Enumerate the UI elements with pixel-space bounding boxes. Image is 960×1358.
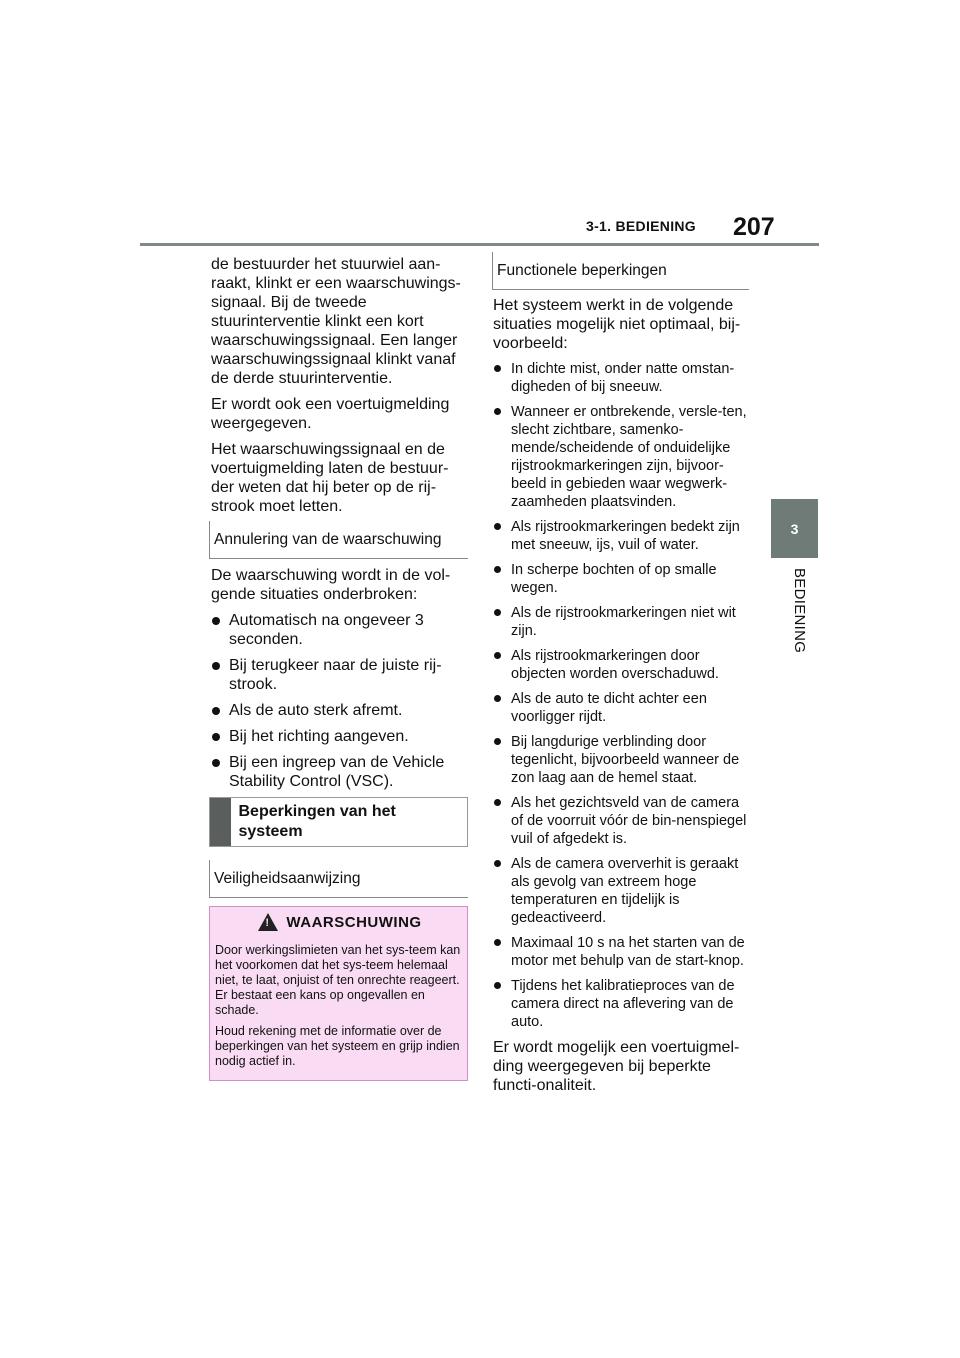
paragraph: Er wordt mogelijk een voertuigmel-ding weergegeven bij beperkte functi-onaliteit. bbox=[493, 1039, 740, 1094]
subheading-text: Veiligheidsaanwijzing bbox=[209, 860, 468, 898]
list-item: Bij het richting aangeven. bbox=[211, 727, 469, 746]
list-item: Als de camera oververhit is geraakt als gevolg van extreem hoge temperaturen en tijdelijk is gedeactiveerd. bbox=[493, 855, 749, 927]
warning-icon bbox=[258, 913, 278, 931]
left-column bbox=[211, 255, 469, 523]
warning-title bbox=[230, 913, 450, 931]
section-title: 3-1. BEDIENING bbox=[586, 218, 696, 234]
paragraph: Er wordt ook een voertuigmelding weergegeven. bbox=[211, 396, 450, 432]
chapter-tab-label: BEDIENING bbox=[791, 568, 808, 654]
list-item: Als de auto te dicht achter een voorligger rijdt. bbox=[493, 690, 749, 726]
list-item: Bij langdurige verblinding door tegenlicht, bijvoorbeeld wanneer de zon laag aan de hemel staat. bbox=[493, 733, 749, 787]
subheading-text: Annulering van de waarschuwing bbox=[209, 521, 468, 559]
box-heading-text: Beperkingen van het systeem bbox=[238, 803, 396, 840]
paragraph: Het systeem werkt in de volgende situaties mogelijk niet optimaal, bij-voorbeeld: bbox=[493, 297, 741, 352]
list-item: Tijdens het kalibratieproces van de camera direct na aflevering van de auto. bbox=[493, 977, 749, 1031]
list-item: Als de auto sterk afremt. bbox=[211, 701, 469, 720]
right-column bbox=[493, 296, 749, 1102]
warning-box bbox=[209, 906, 468, 1081]
subheading-text: Functionele beperkingen bbox=[492, 252, 749, 290]
paragraph: De waarschuwing wordt in de vol-gende situaties onderbroken: bbox=[211, 567, 451, 603]
list-item: Bij een ingreep van de Vehicle Stability Control (VSC). bbox=[211, 753, 469, 791]
list-item: Automatisch na ongeveer 3 seconden. bbox=[211, 611, 469, 649]
subheading-safety bbox=[209, 860, 468, 898]
heading-bar bbox=[210, 798, 231, 846]
list-item: Bij terugkeer naar de juiste rij-strook. bbox=[211, 656, 469, 694]
paragraph: de bestuurder het stuurwiel aan-raakt, klinkt er een waarschuwings-signaal. Bij de tweede stuurinterventie klinkt een kort waarschuwingssignaal. Een langer waarschuwingssignaal klinkt vanaf de derde stuurinterventie. bbox=[211, 256, 461, 387]
subheading-functional bbox=[492, 252, 749, 290]
list-item: Als rijstrookmarkeringen door objecten worden overschaduwd. bbox=[493, 647, 749, 683]
list-item: Als rijstrookmarkeringen bedekt zijn met sneeuw, ijs, vuil of water. bbox=[493, 518, 749, 554]
cancel-section bbox=[211, 566, 469, 798]
list-item: Als de rijstrookmarkeringen niet wit zijn. bbox=[493, 604, 749, 640]
cancel-list bbox=[211, 611, 469, 791]
limitations-list bbox=[493, 360, 749, 1031]
list-item: Maximaal 10 s na het starten van de motor met behulp van de start-knop. bbox=[493, 934, 749, 970]
list-item: Als het gezichtsveld van de camera of de voorruit vóór de bin-nenspiegel vuil of afgedekt is. bbox=[493, 794, 749, 848]
list-item: In scherpe bochten of op smalle wegen. bbox=[493, 561, 749, 597]
header-divider bbox=[140, 243, 819, 246]
warning-body bbox=[215, 943, 465, 1075]
warning-paragraph: Houd rekening met de informatie over de beperkingen van het systeem en grijp indien nodig actief in. bbox=[215, 1024, 460, 1068]
list-item: In dichte mist, onder natte omstan-digheden of bij sneeuw. bbox=[493, 360, 749, 396]
page-number: 207 bbox=[733, 213, 775, 241]
warning-title-text: WAARSCHUWING bbox=[286, 913, 422, 931]
paragraph: Het waarschuwingssignaal en de voertuigmelding laten de bestuur-der weten dat hij beter op de rij-strook moet letten. bbox=[211, 441, 449, 515]
warning-paragraph: Door werkingslimieten van het sys-teem kan het voorkomen dat het sys-teem helemaal niet, te laat, onjuist of ten onrechte reageert. Er bestaat een kans op ongevallen en schade. bbox=[215, 943, 461, 1017]
box-heading bbox=[209, 797, 468, 847]
subheading-cancel bbox=[209, 521, 468, 559]
list-item: Wanneer er ontbrekende, versle-ten, slecht zichtbare, samenko-mende/scheidende of onduidelijke rijstrookmarkeringen zijn, bijvoor-beeld in gebieden waar wegwerk-zaamheden plaatsvinden. bbox=[493, 403, 749, 511]
chapter-tab: 3 bbox=[771, 499, 818, 558]
